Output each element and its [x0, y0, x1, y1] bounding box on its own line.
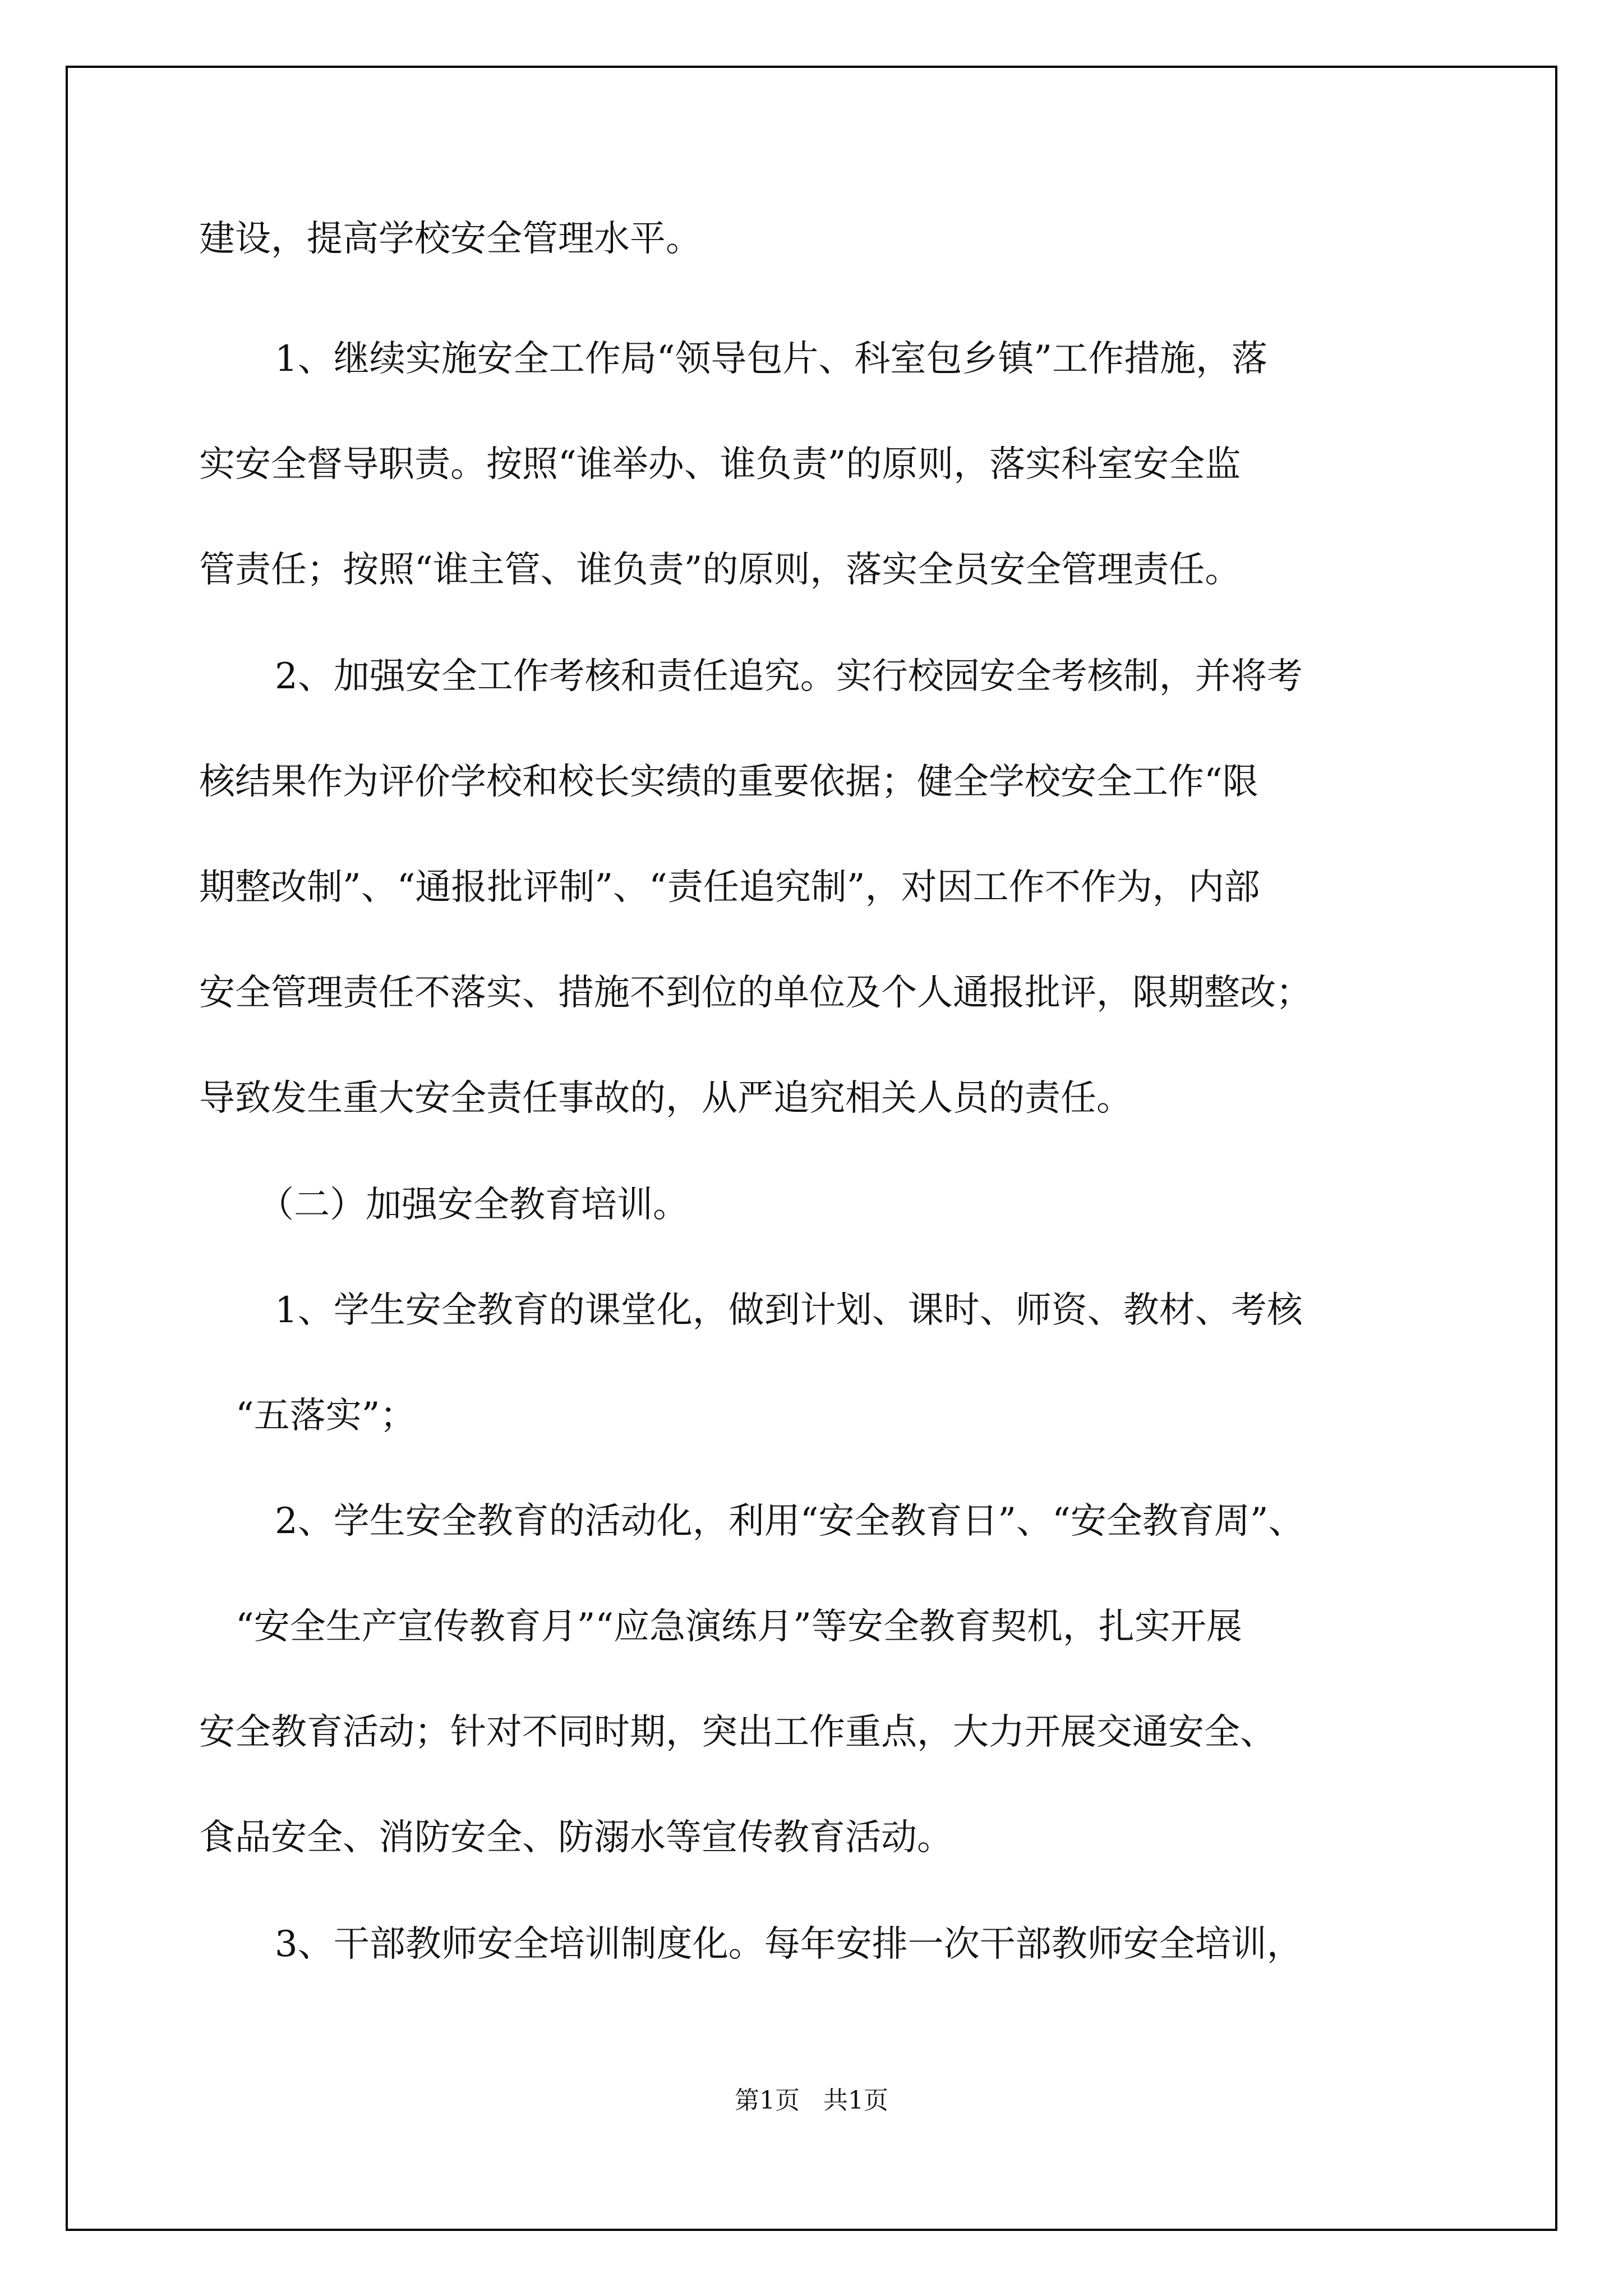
- text-line: “安全生产宣传教育月”“应急演练月”等安全教育契机，扎实开展: [236, 1606, 1242, 1648]
- text-line: 1、学生安全教育的课堂化，做到计划、课时、师资、教材、考核: [275, 1290, 1303, 1331]
- text-line: 食品安全、消防安全、防溺水等宣传教育活动。: [199, 1817, 953, 1858]
- text-line: 安全管理责任不落实、措施不到位的单位及个人通报批评，限期整改；: [199, 972, 1312, 1014]
- text-line: 建设，提高学校安全管理水平。: [199, 218, 702, 260]
- page-border: [66, 66, 1557, 2231]
- text-line: 管责任；按照“谁主管、谁负责”的原则，落实全员安全管理责任。: [199, 549, 1241, 591]
- text-line: 1、继续实施安全工作局“领导包片、科室包乡镇”工作措施，落: [275, 338, 1268, 380]
- text-line: “五落实”；: [236, 1395, 416, 1437]
- text-line: 实安全督导职责。按照“谁举办、谁负责”的原则，落实科室安全监: [199, 444, 1241, 485]
- text-line: 期整改制”、“通报批评制”、“责任追究制”，对因工作不作为，内部: [199, 867, 1260, 908]
- text-line: 2、学生安全教育的活动化，利用“安全教育日”、“安全教育周”、: [275, 1501, 1304, 1542]
- text-line: 核结果作为评价学校和校长实绩的重要依据；健全学校安全工作“限: [199, 761, 1258, 803]
- text-line: 2、加强安全工作考核和责任追究。实行校园安全考核制，并将考: [275, 656, 1303, 697]
- text-line: 安全教育活动；针对不同时期，突出工作重点，大力开展交通安全、: [199, 1711, 1276, 1753]
- text-line: 3、干部教师安全培训制度化。每年安排一次干部教师安全培训，: [275, 1924, 1303, 1965]
- text-line: 导致发生重大安全责任事故的，从严追究相关人员的责任。: [199, 1078, 1132, 1119]
- section-heading: （二）加强安全教育培训。: [258, 1184, 689, 1226]
- page-footer: 第1页 共1页: [735, 2086, 888, 2115]
